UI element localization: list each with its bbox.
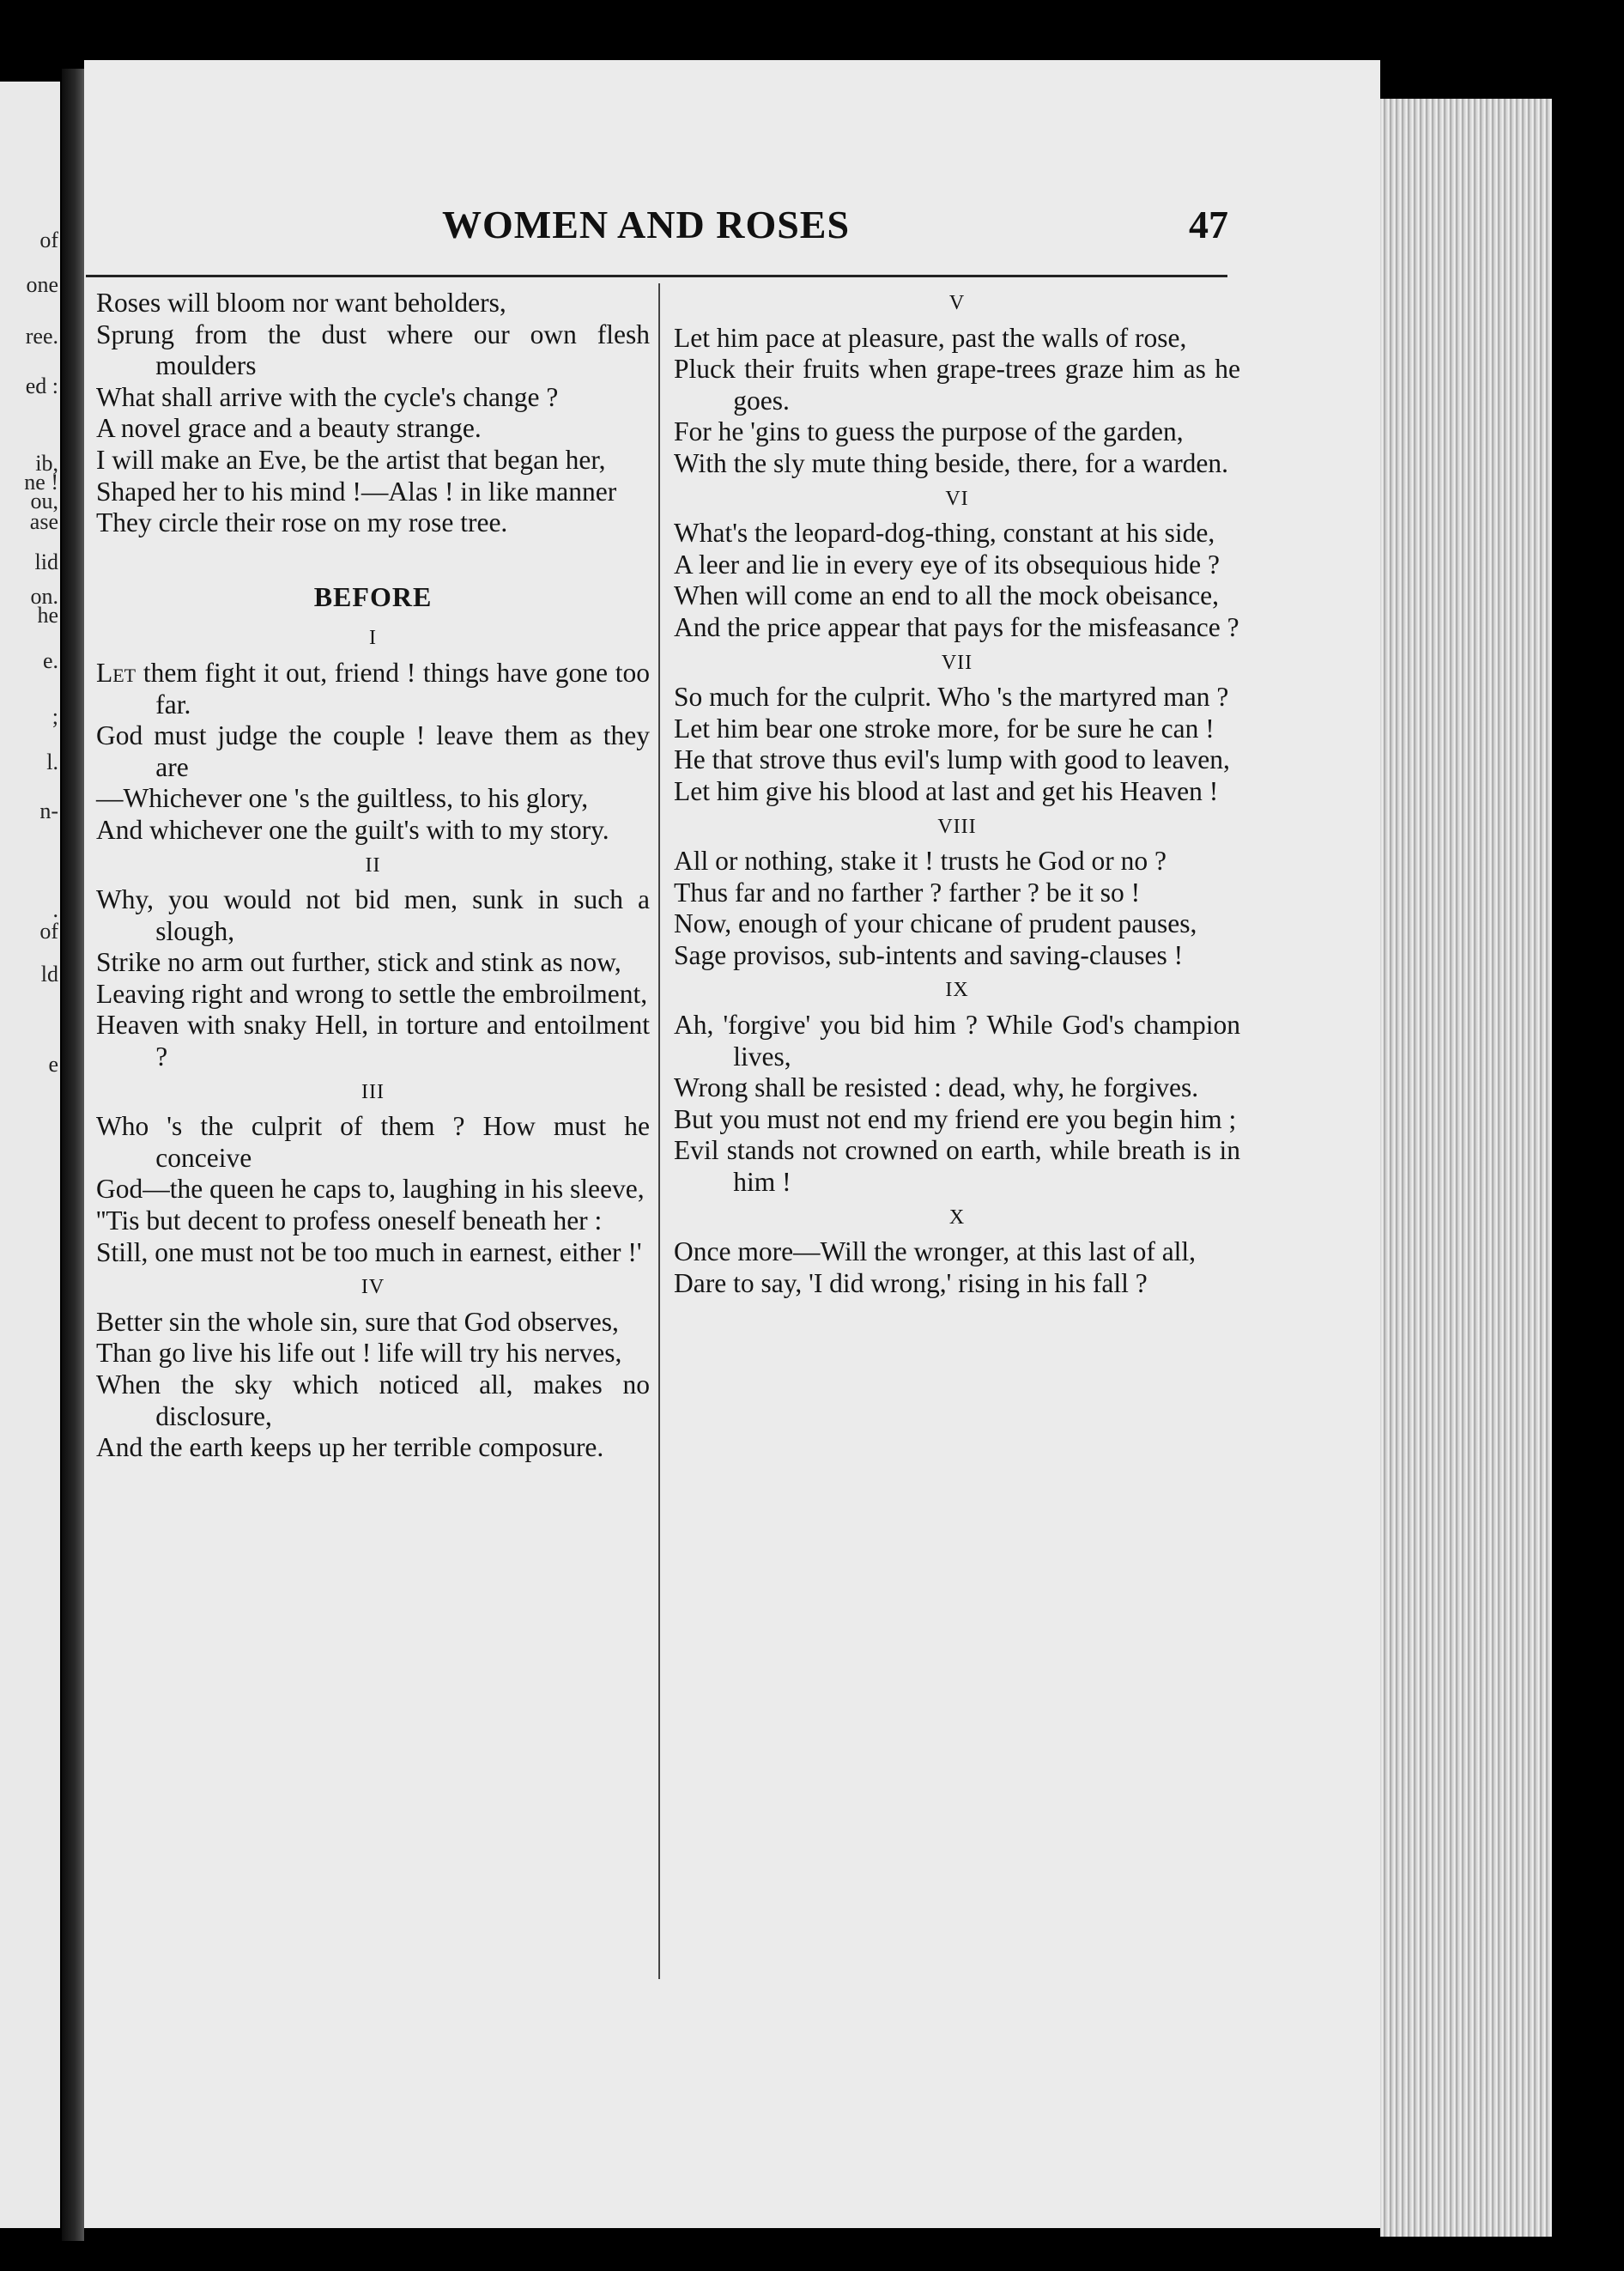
facing-page-text: of bbox=[39, 919, 58, 944]
verse-line: All or nothing, stake it ! trusts he God or no ? bbox=[674, 846, 1166, 877]
stanza-numeral: VIII bbox=[937, 815, 977, 838]
facing-page-text: ase bbox=[29, 509, 58, 534]
right-column bbox=[674, 288, 1240, 1299]
stanza bbox=[674, 975, 1240, 1198]
verse-line: Shaped her to his mind !—Alas ! in like manner bbox=[96, 476, 617, 507]
stanza bbox=[96, 1077, 650, 1269]
facing-page-text: n- bbox=[39, 798, 58, 823]
verse-line: He that strove thus evil's lump with good to leaven, bbox=[674, 744, 1230, 775]
stanza bbox=[674, 288, 1240, 480]
facing-page-text: lid bbox=[34, 550, 58, 574]
facing-page-text: ne ! bbox=[24, 470, 58, 495]
facing-page-text: ou, bbox=[30, 489, 58, 513]
verse-line: Sprung from the dust where our own flesh moulders bbox=[96, 319, 650, 381]
facing-page-text: e. bbox=[42, 648, 58, 673]
verse-line: Than go live his life out ! life will try his nerves, bbox=[96, 1338, 622, 1369]
verse-line: A novel grace and a beauty strange. bbox=[96, 413, 482, 444]
verse-line: Once more—Will the wronger, at this last of all, bbox=[674, 1236, 1197, 1267]
facing-page-text: ; bbox=[52, 704, 58, 729]
stanza-numeral: VI bbox=[945, 487, 969, 510]
column-divider bbox=[658, 283, 660, 1979]
intro-stanza bbox=[96, 288, 650, 539]
left-column bbox=[96, 288, 650, 1464]
stanza bbox=[674, 483, 1240, 644]
verse-line: But you must not end my friend ere you begin him ; bbox=[674, 1103, 1237, 1134]
verse-line: Leaving right and wrong to settle the embroilment, bbox=[96, 978, 648, 1009]
stanza bbox=[674, 1202, 1240, 1300]
drop-word: Let bbox=[96, 657, 136, 688]
facing-page-text: . bbox=[52, 897, 58, 922]
header-rule bbox=[86, 275, 1227, 277]
verse-line: Who 's the culprit of them ? How must he conceive bbox=[96, 1111, 650, 1173]
facing-page-text: l. bbox=[46, 750, 58, 774]
facing-page-fragment bbox=[0, 82, 60, 2228]
verse-line: Evil stands not crowned on earth, while breath is in him ! bbox=[674, 1135, 1240, 1198]
verse-line: Roses will bloom nor want beholders, bbox=[96, 288, 506, 318]
stanza-numeral: V bbox=[948, 292, 966, 314]
verse-line: With the sly mute thing beside, there, for a warden. bbox=[674, 447, 1229, 478]
verse-line-rest: them fight it out, friend ! things have gone too far. bbox=[136, 657, 650, 720]
verse-line bbox=[96, 658, 650, 720]
verse-line: Dare to say, 'I did wrong,' rising in his fall ? bbox=[674, 1267, 1148, 1298]
facing-page-text: e bbox=[48, 1052, 58, 1077]
verse-line: Strike no arm out further, stick and stink as now, bbox=[96, 947, 621, 978]
poem-title: BEFORE bbox=[313, 580, 433, 612]
verse-line: When will come an end to all the mock obeisance, bbox=[674, 580, 1220, 611]
verse-line: Why, you would not bid men, sunk in such a slough, bbox=[96, 884, 650, 946]
verse-line: Thus far and no farther ? farther ? be it so ! bbox=[674, 877, 1141, 908]
facing-page-text: one bbox=[26, 272, 58, 297]
facing-page-text: of bbox=[39, 228, 58, 252]
verse-line: Ah, 'forgive' you bid him ? While God's champion lives, bbox=[674, 1010, 1240, 1072]
running-head: WOMEN AND ROSES bbox=[442, 203, 851, 246]
verse-line: And the price appear that pays for the misfeasance ? bbox=[674, 611, 1239, 642]
stanza-numeral: X bbox=[948, 1205, 966, 1229]
verse-line: Now, enough of your chicane of prudent pauses, bbox=[674, 908, 1197, 939]
verse-line: I will make an Eve, be the artist that began her, bbox=[96, 444, 606, 475]
facing-page-text: ld bbox=[40, 962, 58, 987]
verse-line: And the earth keeps up her terrible composure. bbox=[96, 1432, 604, 1463]
stanza-numeral: III bbox=[361, 1080, 385, 1103]
verse-line: What shall arrive with the cycle's change ? bbox=[96, 381, 559, 412]
verse-line: God must judge the couple ! leave them as they are bbox=[96, 720, 650, 782]
stanza bbox=[674, 811, 1240, 972]
verse-line: ''Tis but decent to profess oneself beneath her : bbox=[96, 1205, 603, 1236]
stanza-numeral: IX bbox=[945, 979, 969, 1002]
page-fore-edge bbox=[1380, 99, 1552, 2237]
verse-line: Better sin the whole sin, sure that God observes, bbox=[96, 1306, 619, 1337]
verse-line: When the sky which noticed all, makes no disclosure, bbox=[96, 1369, 650, 1431]
verse-line: And whichever one the guilt's with to my story. bbox=[96, 814, 609, 845]
stanza-numeral: I bbox=[369, 627, 377, 650]
stanza-list bbox=[96, 622, 650, 1463]
verse-line: Let him pace at pleasure, past the walls of rose, bbox=[674, 322, 1187, 353]
stanza-numeral: II bbox=[365, 853, 381, 877]
verse-line: What's the leopard-dog-thing, constant at his side, bbox=[674, 518, 1215, 549]
verse-line: Heaven with snaky Hell, in torture and entoilment ? bbox=[96, 1010, 650, 1072]
stanza-numeral: IV bbox=[361, 1276, 385, 1299]
facing-page-text: ed : bbox=[25, 373, 58, 398]
book-gutter bbox=[62, 69, 84, 2241]
stanza bbox=[96, 622, 650, 846]
page-number: 47 bbox=[1189, 203, 1228, 246]
verse-line: God—the queen he caps to, laughing in his sleeve, bbox=[96, 1174, 645, 1205]
stanza-numeral: VII bbox=[941, 651, 973, 674]
facing-page-text: ib, bbox=[35, 451, 58, 476]
verse-line: For he 'gins to guess the purpose of the garden, bbox=[674, 416, 1184, 447]
stanza bbox=[96, 850, 650, 1073]
facing-page-text: on. bbox=[30, 584, 58, 609]
verse-line: Sage provisos, sub-intents and saving-clauses ! bbox=[674, 939, 1184, 970]
verse-line: They circle their rose on my rose tree. bbox=[96, 507, 508, 538]
facing-page-text: he bbox=[37, 603, 58, 628]
verse-line: Pluck their fruits when grape-trees graze him as he goes. bbox=[674, 354, 1240, 416]
verse-line: A leer and lie in every eye of its obsequious hide ? bbox=[674, 549, 1220, 580]
verse-line: —Whichever one 's the guiltless, to his glory, bbox=[96, 783, 589, 814]
stanza bbox=[96, 1272, 650, 1464]
verse-line: Let him bear one stroke more, for be sure he can ! bbox=[674, 713, 1215, 744]
verse-line: Let him give his blood at last and get his Heaven ! bbox=[674, 775, 1219, 806]
verse-line: Wrong shall be resisted : dead, why, he forgives. bbox=[674, 1072, 1199, 1103]
verse-line: So much for the culprit. Who 's the martyred man ? bbox=[674, 682, 1229, 713]
facing-page-text: ree. bbox=[25, 324, 58, 349]
verse-line: Still, one must not be too much in earnest, either !' bbox=[96, 1236, 642, 1267]
stanza bbox=[674, 647, 1240, 808]
